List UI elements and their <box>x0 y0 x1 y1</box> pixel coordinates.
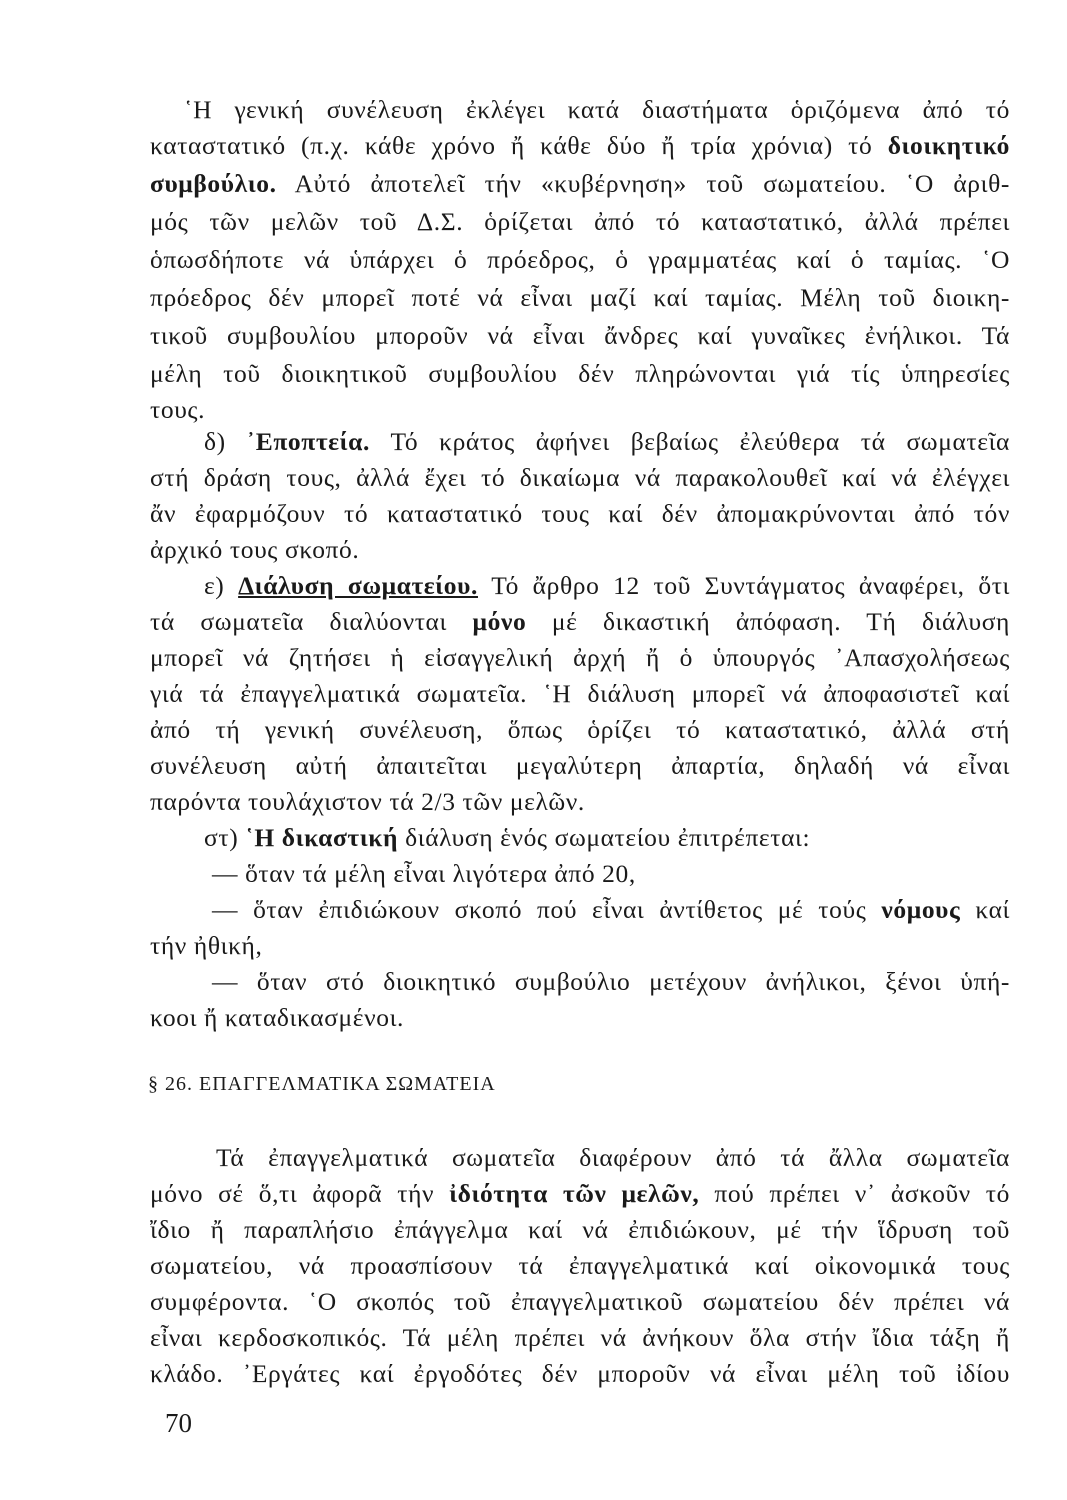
text-span: μέ δικαστική ἀπόφαση. Τή διάλυση <box>526 607 1010 636</box>
bold-term: ῾Η δικαστική <box>245 823 399 852</box>
text-line <box>204 424 1010 460</box>
text-line <box>150 532 1010 568</box>
text-span: στή δράση τους, ἀλλά ἔχει τό δικαίωμα νά παρακολουθεῖ καί νά ἐλέγχει <box>150 463 1010 492</box>
text-line <box>150 1356 1010 1392</box>
text-line <box>150 356 1010 392</box>
text-span: καί <box>960 895 1011 924</box>
text-span: ἀπό τή γενική συνέλευση, ὅπως ὁρίζει τό καταστατικό, ἀλλά στή <box>150 715 1010 744</box>
text-line <box>150 242 1010 278</box>
text-span: Τό ἄρθρο 12 τοῦ Συντάγματος ἀναφέρει, ὅτι <box>477 571 1011 600</box>
text-line <box>150 748 1010 784</box>
text-span: Τά ἐπαγγελματικά σωματεῖα διαφέρουν ἀπό τά ἄλλα σωματεῖα <box>216 1143 1010 1172</box>
text-line <box>150 128 1010 164</box>
page-number: 70 <box>165 1408 192 1438</box>
text-span: Αὐτό ἀποτελεῖ τήν «κυβέρνηση» τοῦ σωματείου. ῾Ο ἀριθ- <box>276 169 1010 198</box>
text-line <box>150 280 1010 316</box>
text-span: ε) <box>204 571 239 600</box>
text-span: τικοῦ συμβουλίου μποροῦν νά εἶναι ἄνδρες καί γυναῖκες ἐνήλικοι. Τά <box>150 321 1010 350</box>
text-span: ὁπωσδήποτε νά ὑπάρχει ὁ πρόεδρος, ὁ γραμματέας καί ὁ ταμίας. ῾Ο <box>150 245 1010 274</box>
text-line <box>150 318 1010 354</box>
text-span: συμφέροντα. ῾Ο σκοπός τοῦ ἐπαγγελματικοῦ σωματείου δέν πρέπει νά <box>150 1287 1010 1316</box>
text-line <box>150 712 1010 748</box>
text-line <box>150 460 1010 496</box>
text-span: δ) <box>204 427 247 456</box>
bold-term: ᾿Εποπτεία. <box>246 427 370 456</box>
section-heading: § 26. ΕΠΑΓΓΕΛΜΑΤΙΚΑ ΣΩΜΑΤΕΙΑ <box>148 1073 496 1095</box>
bold-term: ἰδιότητα τῶν μελῶν, <box>449 1179 700 1208</box>
bold-term: διοικητικό <box>887 131 1010 160</box>
text-span: σωματείου, νά προασπίσουν τά ἐπαγγελματικά καί οἰκονομικά τους <box>150 1251 1010 1280</box>
text-span: μπορεῖ νά ζητήσει ἡ εἰσαγγελική ἀρχή ἤ ὁ ὑπουργός ᾿Απασχολήσεως <box>150 643 1010 672</box>
text-span: τά σωματεῖα διαλύονται <box>150 607 473 636</box>
text-line <box>150 784 1010 820</box>
text-line <box>150 676 1010 712</box>
text-span: στ) <box>204 823 246 852</box>
text-span: Τό κράτος ἀφήνει βεβαίως ἐλεύθερα τά σωματεῖα <box>370 427 1010 456</box>
text-span: — ὅταν ἐπιδιώκουν σκοπό πού εἶναι ἀντίθετος μέ τούς <box>212 895 882 924</box>
text-line <box>150 1248 1010 1284</box>
bold-term: μόνο <box>472 607 527 636</box>
text-line <box>212 856 1010 892</box>
text-span: μόνο σέ ὅ,τι ἀφορᾶ τήν <box>150 1179 450 1208</box>
text-span: μός τῶν μελῶν τοῦ Δ.Σ. ὁρίζεται ἀπό τό καταστατικό, ἀλλά πρέπει <box>150 207 1010 236</box>
text-span: — ὅταν τά μέλη εἶναι λιγότερα ἀπό 20, <box>212 859 636 888</box>
text-line <box>150 496 1010 532</box>
text-line <box>150 204 1010 240</box>
text-span: πρόεδρος δέν μπορεῖ ποτέ νά εἶναι μαζί καί ταμίας. Μέλη τοῦ διοικη- <box>150 283 1010 312</box>
bold-term: συμβούλιο. <box>150 169 277 198</box>
text-span: συνέλευση αὐτή ἀπαιτεῖται μεγαλύτερη ἀπαρτία, δηλαδή νά εἶναι <box>150 751 1010 780</box>
text-span: πού πρέπει ν᾿ ἀσκοῦν τό <box>699 1179 1010 1208</box>
text-span: εἶναι κερδοσκοπικός. Τά μέλη πρέπει νά ἀνήκουν ὅλα στήν ἴδια τάξη ἤ <box>150 1323 1010 1352</box>
text-line <box>150 1000 1010 1036</box>
text-line <box>150 604 1010 640</box>
text-line <box>204 568 1010 604</box>
text-span: ῾Η γενική συνέλευση ἐκλέγει κατά διαστήματα ὁριζόμενα ἀπό τό <box>184 95 1010 124</box>
bold-term: νόμους <box>881 895 961 924</box>
text-span: καταστατικό (π.χ. κάθε χρόνο ἤ κάθε δύο ἤ τρία χρόνια) τό <box>150 131 888 160</box>
text-line <box>150 166 1010 202</box>
text-line <box>150 928 1010 964</box>
text-span: τους. <box>150 395 206 424</box>
text-span: τήν ἠθική, <box>150 931 263 960</box>
text-line <box>204 820 1010 856</box>
text-line <box>150 1212 1010 1248</box>
text-span: κοοι ἤ καταδικασμένοι. <box>150 1003 405 1032</box>
text-line <box>184 92 1010 128</box>
text-span: ἴδιο ἤ παραπλήσιο ἐπάγγελμα καί νά ἐπιδιώκουν, μέ τήν ἵδρυση τοῦ <box>150 1215 1010 1244</box>
text-span: — ὅταν στό διοικητικό συμβούλιο μετέχουν ἀνήλικοι, ξένοι ὑπή- <box>212 967 1010 996</box>
text-span: μέλη τοῦ διοικητικοῦ συμβουλίου δέν πληρώνονται γιά τίς ὑπηρεσίες <box>150 359 1010 388</box>
text-line <box>212 964 1010 1000</box>
text-span: κλάδο. ᾿Εργάτες καί ἐργοδότες δέν μποροῦν νά εἶναι μέλη τοῦ ἰδίου <box>150 1359 1010 1388</box>
text-span: γιά τά ἐπαγγελματικά σωματεῖα. ῾Η διάλυση μπορεῖ νά ἀποφασιστεῖ καί <box>150 679 1010 708</box>
bold-term: Διάλυση σωματείου. <box>238 571 478 600</box>
text-span: παρόντα τουλάχιστον τά 2/3 τῶν μελῶν. <box>150 787 585 816</box>
text-line <box>150 640 1010 676</box>
text-span: διάλυση ἑνός σωματείου ἐπιτρέπεται: <box>398 823 811 852</box>
text-span: ἄν ἐφαρμόζουν τό καταστατικό τους καί δέν ἀπομακρύνονται ἀπό τόν <box>150 499 1010 528</box>
text-line <box>212 892 1010 928</box>
text-line <box>150 1320 1010 1356</box>
text-line <box>150 392 1010 428</box>
text-line <box>216 1140 1010 1176</box>
text-span: ἀρχικό τους σκοπό. <box>150 535 360 564</box>
text-line <box>150 1284 1010 1320</box>
text-line <box>150 1176 1010 1212</box>
